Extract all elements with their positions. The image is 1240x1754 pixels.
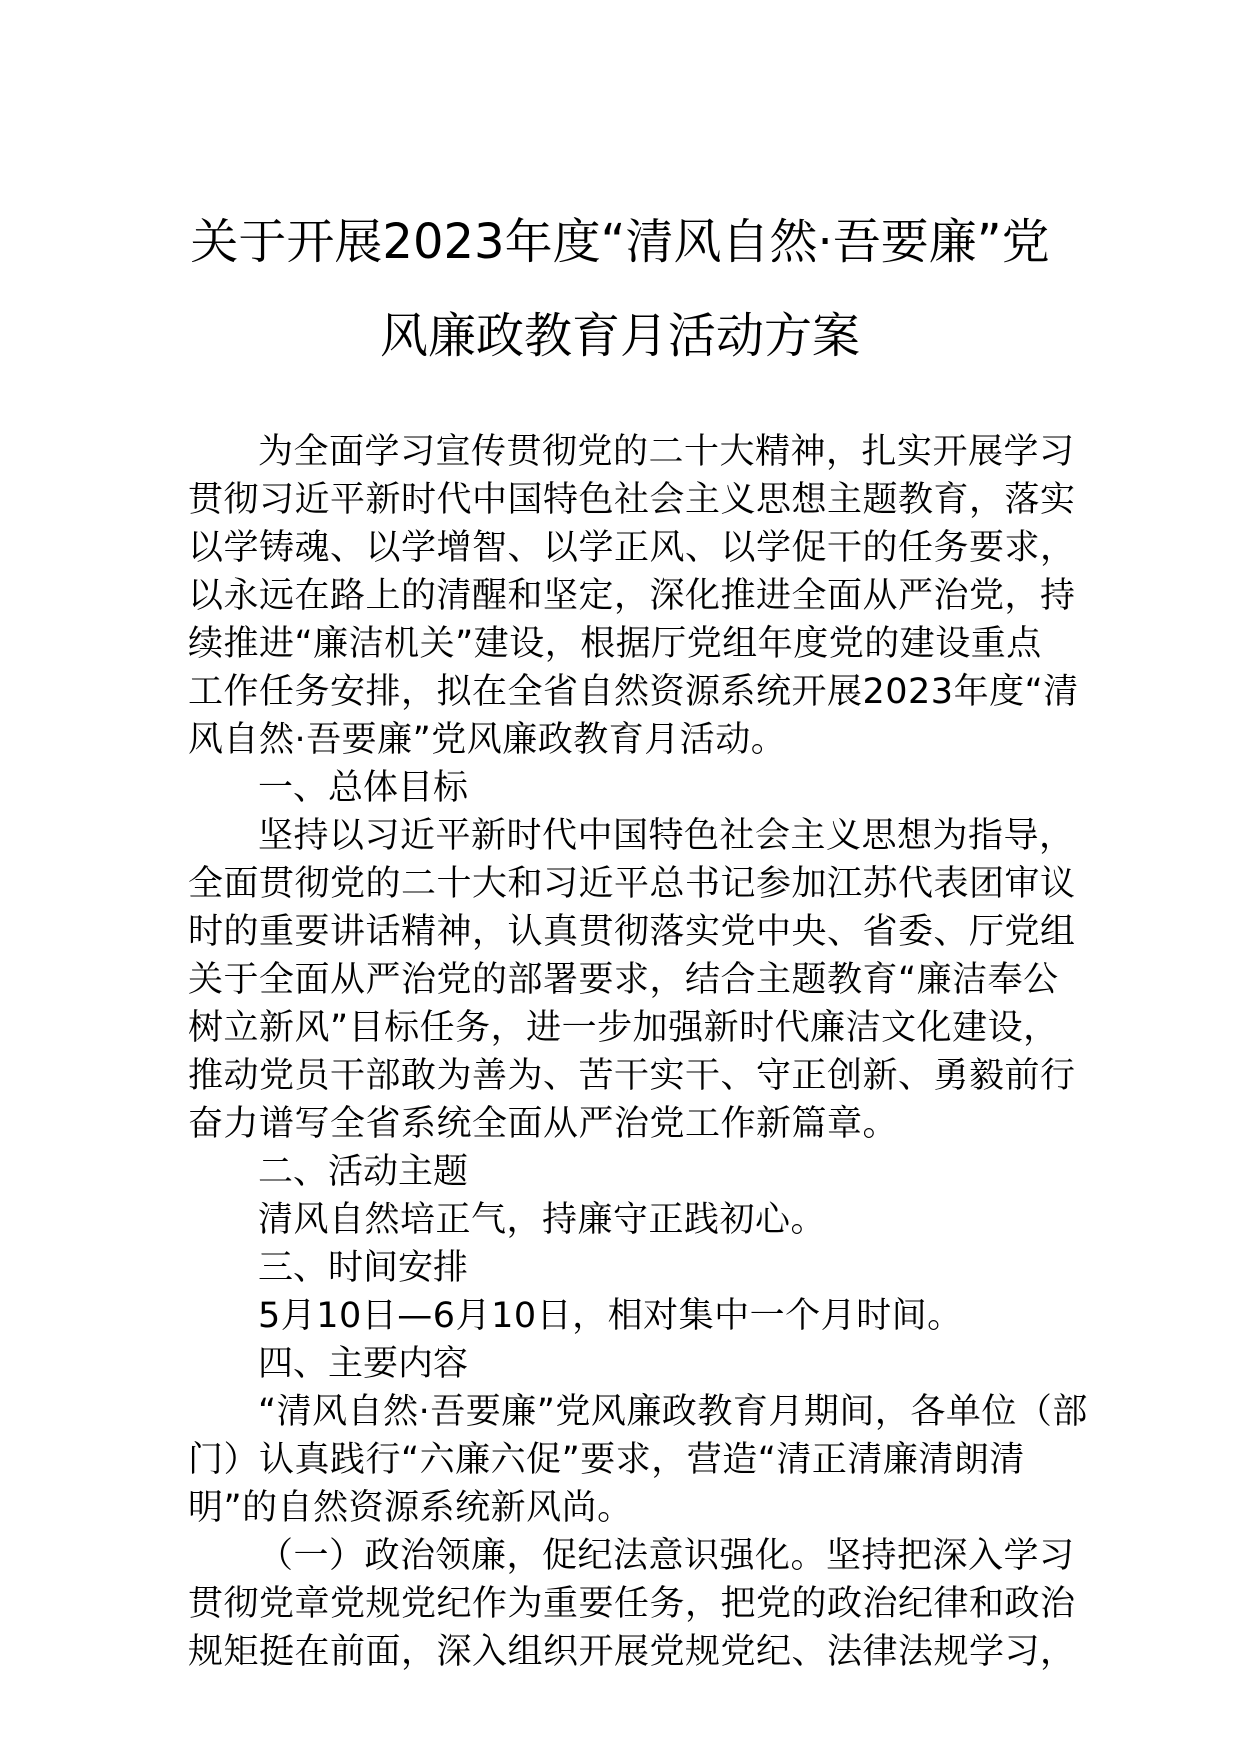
text-line: 坚持以习近平新时代中国特色社会主义思想为指导， — [258, 816, 1075, 856]
text-line: 规矩挺在前面，深入组织开展党规党纪、法律法规学习， — [188, 1632, 1076, 1672]
section-heading-3: 三、时间安排 — [258, 1248, 469, 1288]
text-line: 贯彻党章党规党纪作为重要任务，把党的政治纪律和政治 — [188, 1584, 1076, 1624]
text-line: 贯彻习近平新时代中国特色社会主义思想主题教育，落实 — [188, 480, 1076, 520]
section-2-paragraph — [188, 1196, 1058, 1244]
text-line: 推动党员干部敢为善为、苦干实干、守正创新、勇毅前行 — [188, 1056, 1076, 1096]
intro-paragraph — [188, 428, 1079, 764]
text-line: 以学铸魂、以学增智、以学正风、以学促干的任务要求， — [188, 528, 1076, 568]
section-1-paragraph — [188, 812, 1076, 1148]
document-body — [188, 428, 1088, 1676]
text-line: 时的重要讲话精神，认真贯彻落实党中央、省委、厅党组 — [188, 912, 1076, 952]
section-4-item-1-paragraph — [188, 1532, 1076, 1676]
section-heading-2: 二、活动主题 — [258, 1152, 469, 1192]
text-line: “清风自然·吾要廉”党风廉政教育月期间，各单位（部 — [258, 1392, 1088, 1432]
section-3-paragraph — [188, 1292, 1058, 1340]
text-line: 续推进“廉洁机关”建设，根据厅党组年度党的建设重点 — [188, 624, 1042, 664]
section-heading-1: 一、总体目标 — [258, 768, 469, 808]
text-line: 为全面学习宣传贯彻党的二十大精神，扎实开展学习 — [258, 432, 1075, 472]
text-line: （一）政治领廉，促纪法意识强化。坚持把深入学习 — [258, 1536, 1075, 1576]
text-line: 工作任务安排，拟在全省自然资源系统开展2023年度“清 — [188, 672, 1079, 712]
text-line: 清风自然培正气，持廉守正践初心。 — [258, 1200, 827, 1240]
text-line: 树立新风”目标任务，进一步加强新时代廉洁文化建设， — [188, 1008, 1059, 1048]
text-line: 5月10日—6月10日，相对集中一个月时间。 — [258, 1296, 963, 1336]
text-line: 门）认真践行“六廉六促”要求，营造“清正清廉清朗清 — [188, 1440, 1025, 1480]
section-4-paragraph — [188, 1388, 1088, 1532]
text-line: 全面贯彻党的二十大和习近平总书记参加江苏代表团审议 — [188, 864, 1076, 904]
document-title-line-2: 风廉政教育月活动方案 — [379, 308, 860, 364]
text-line: 奋力谱写全省系统全面从严治党工作新篇章。 — [188, 1104, 899, 1144]
text-line: 以永远在路上的清醒和坚定，深化推进全面从严治党，持 — [188, 576, 1076, 616]
section-heading-4: 四、主要内容 — [258, 1344, 469, 1384]
text-line: 明”的自然资源系统新风尚。 — [188, 1488, 633, 1528]
document-title-line-1: 关于开展2023年度“清风自然·吾要廉”党 — [190, 214, 1050, 270]
text-line: 风自然·吾要廉”党风廉政教育月活动。 — [188, 720, 787, 760]
text-line: 关于全面从严治党的部署要求，结合主题教育“廉洁奉公 — [188, 960, 1059, 1000]
